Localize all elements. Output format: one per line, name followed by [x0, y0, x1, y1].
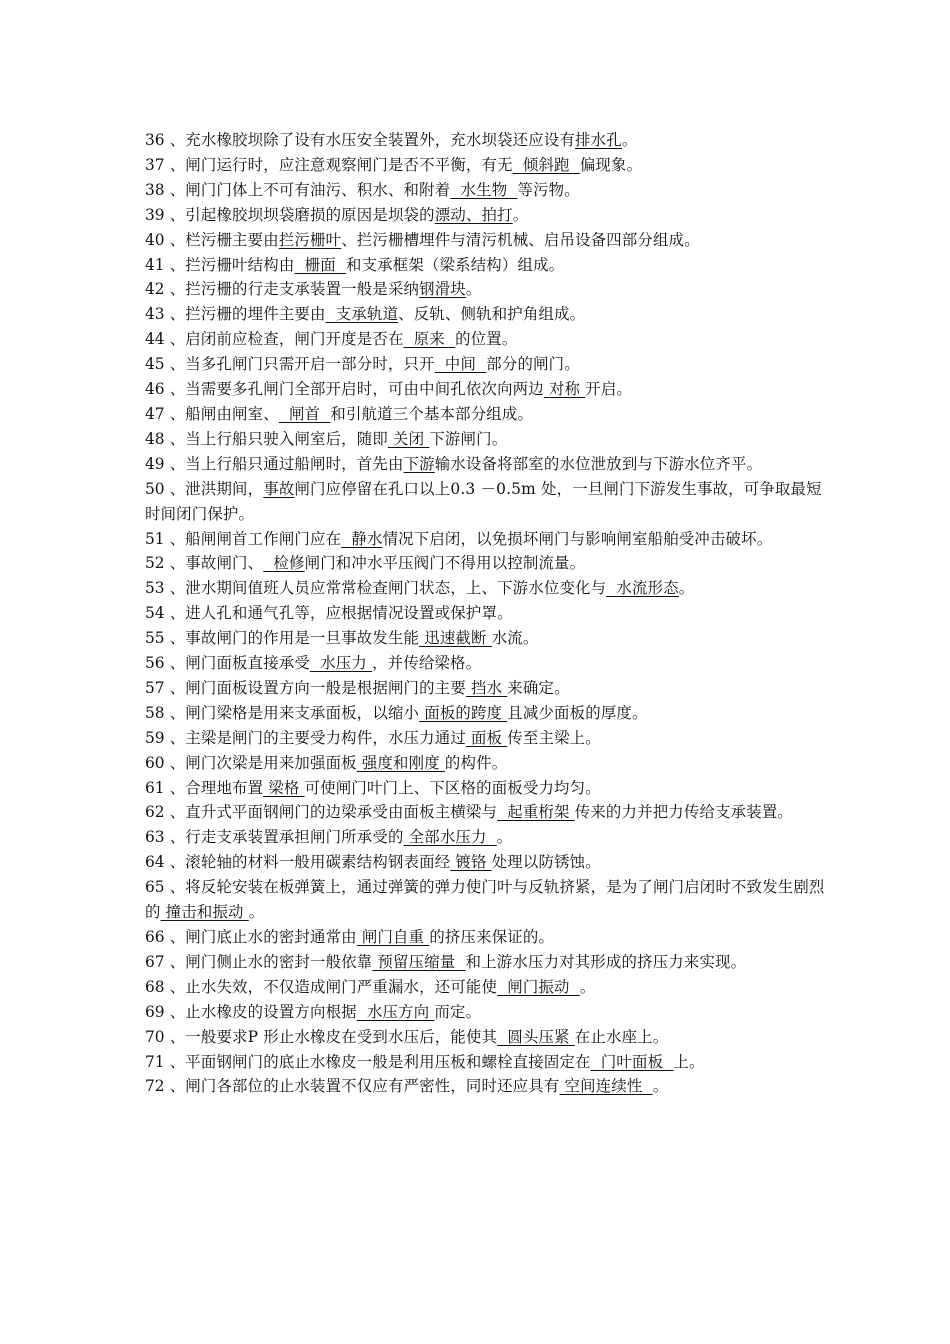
question-number: 44 — [145, 330, 165, 349]
question-text: 、拦污栅的埋件主要由 — [169, 305, 326, 324]
question-item — [145, 1050, 835, 1075]
question-text: 、止水失效，不仅造成闸门严重漏水，还可能使 — [169, 977, 498, 996]
question-text: 。 — [621, 131, 638, 149]
question-number: 68 — [145, 977, 165, 996]
answer-blank: 面板的跨度 — [419, 703, 508, 722]
answer-blank: 挡水 — [465, 678, 508, 697]
answer-blank: 圆头压紧 — [497, 1027, 575, 1046]
question-number: 72 — [145, 1077, 165, 1096]
answer-blank: 强度和刚度 — [356, 753, 445, 772]
question-number: 37 — [145, 155, 165, 174]
question-text: 、行走支承装置承担闸门所承受的 — [169, 828, 404, 847]
question-text: 。 — [465, 280, 482, 299]
answer-blank: 栅面 — [294, 255, 346, 274]
answer-blank: 镀铬 — [450, 853, 492, 872]
answer-blank: 下游 — [403, 454, 435, 473]
question-number: 39 — [145, 205, 165, 224]
question-number: 61 — [145, 778, 165, 797]
question-item — [145, 228, 835, 253]
question-item — [145, 850, 835, 875]
question-text: 、当需要多孔闸门全部开启时，可由中间孔依次向两边 — [169, 380, 544, 399]
question-text: 、反轨、侧轨和护角组成。 — [398, 305, 586, 324]
question-text: 和支承框架（梁系结构）组成。 — [345, 255, 565, 274]
answer-blank: 事故 — [263, 479, 295, 498]
answer-blank: 闸门自重 — [356, 928, 430, 946]
question-text: 。 — [496, 828, 513, 847]
question-text: 处理以防锈蚀。 — [491, 853, 601, 872]
question-text: 、平面钢闸门的底止水橡皮一般是利用压板和螺栓直接固定在 — [169, 1052, 591, 1071]
question-item — [145, 1000, 835, 1025]
question-number: 71 — [145, 1052, 165, 1071]
question-number: 59 — [145, 728, 165, 747]
answer-blank: 检修 — [263, 554, 305, 573]
question-text: 、直升式平面钢闸门的边梁承受由面板主横梁与 — [169, 803, 498, 822]
question-number: 62 — [145, 803, 165, 822]
answer-blank: 倾斜跑 — [512, 155, 580, 174]
question-text: 上。 — [673, 1052, 705, 1071]
question-text: 、闸门底止水的密封通常由 — [169, 928, 357, 946]
question-text: 闸门应停留在孔口以上0.3 －0.5m 处，一旦闸门下游发生事故，可争取最短时间闭门保护。 — [145, 479, 822, 523]
answer-blank: 全部水压力 — [403, 828, 497, 847]
question-text: 、止水橡皮的设置方向根据 — [169, 1002, 357, 1021]
question-text: 、闸门梁格是用来支承面板，以缩小 — [169, 703, 420, 722]
question-text: 、当上行船只驶入闸室后，随即 — [169, 429, 388, 448]
answer-blank: 水流形态 — [606, 579, 679, 598]
question-number: 67 — [145, 952, 165, 971]
question-text: 、闸门侧止水的密封一般依靠 — [169, 952, 373, 971]
question-text: 下游闸门。 — [429, 429, 508, 448]
question-text: 、闸门运行时，应注意观察闸门是否不平衡，有无 — [169, 155, 513, 174]
question-text: 、泄洪期间， — [169, 479, 264, 498]
answer-blank: 梁格 — [263, 778, 305, 797]
answer-blank: 撞击和振动 — [160, 903, 249, 922]
question-text: 传至主梁上。 — [507, 728, 601, 747]
question-text: 、闸门次梁是用来加强面板 — [169, 753, 357, 772]
question-item — [145, 576, 835, 601]
question-number: 55 — [145, 629, 165, 648]
answer-blank: 门叶面板 — [590, 1052, 674, 1071]
question-number: 42 — [145, 280, 165, 299]
question-number: 56 — [145, 654, 165, 673]
question-number: 36 — [145, 131, 165, 149]
question-text: 、船闸由闸室、 — [169, 404, 279, 423]
question-text: 在止水座上。 — [574, 1027, 669, 1046]
question-text: 且减少面板的厚度。 — [507, 703, 648, 722]
answer-blank: 面板 — [465, 728, 508, 747]
question-number: 54 — [145, 604, 165, 623]
question-text: 的位置。 — [455, 330, 518, 349]
question-number: 51 — [145, 529, 165, 548]
question-item — [145, 701, 835, 726]
question-item — [145, 825, 835, 850]
question-text: 闸门和冲水平压阀门不得用以控制流量。 — [304, 554, 586, 573]
answer-blank: 预留压缩量 — [372, 952, 466, 971]
question-number: 64 — [145, 853, 165, 872]
answer-blank: 水压方向 — [356, 1002, 435, 1021]
question-item — [145, 178, 835, 203]
question-text: 。 — [678, 579, 695, 598]
question-number: 38 — [145, 180, 165, 199]
question-text: 水流。 — [491, 629, 539, 648]
answer-blank: 排水孔 — [575, 131, 622, 149]
answer-blank: 水生物 — [450, 180, 518, 199]
question-number: 66 — [145, 928, 165, 946]
question-number: 41 — [145, 255, 165, 274]
question-item — [145, 1025, 835, 1050]
question-text: 偏现象。 — [579, 155, 643, 174]
answer-blank: 支承轨道 — [325, 305, 399, 324]
question-number: 58 — [145, 703, 165, 722]
question-text: 部分的闸门。 — [486, 355, 580, 374]
answer-blank: 空间连续性 — [559, 1077, 653, 1096]
question-text: 、启闭前应检查，闸门开度是否在 — [169, 330, 404, 349]
question-number: 53 — [145, 579, 165, 598]
question-item — [145, 726, 835, 751]
question-text: 、栏污栅主要由 — [169, 230, 279, 249]
question-item — [145, 302, 835, 327]
answer-blank: 起重桁架 — [497, 803, 575, 822]
answer-blank: 关闭 — [387, 429, 430, 448]
question-item — [145, 776, 835, 801]
question-item — [145, 352, 835, 377]
question-text: 传来的力并把力传给支承装置。 — [574, 803, 794, 822]
question-text: 、进人孔和通气孔等，应根据情况设置或保护罩。 — [169, 604, 513, 623]
question-item — [145, 601, 835, 626]
answer-blank: 原来 — [403, 330, 456, 349]
answer-blank: 漂动、拍打 — [434, 205, 513, 224]
question-text: 、拦污栅槽埋件与清污机械、启吊设备四部分组成。 — [341, 230, 700, 249]
question-text: 、闸门面板直接承受 — [169, 654, 311, 673]
question-number: 47 — [145, 404, 165, 423]
question-item — [145, 153, 835, 178]
question-text: 情况下启闭，以免损坏闸门与影响闸室船舶受冲击破坏。 — [382, 529, 773, 548]
question-number: 43 — [145, 305, 165, 324]
question-text: 、主梁是闸门的主要受力构件，水压力通过 — [169, 728, 466, 747]
question-item — [145, 477, 835, 527]
question-text: 、闸门门体上不可有油污、积水、和附着 — [169, 180, 451, 199]
question-number: 45 — [145, 355, 165, 374]
question-item — [145, 452, 835, 477]
answer-blank: 静水 — [341, 529, 383, 548]
question-text: 、船闸闸首工作闸门应在 — [169, 529, 342, 548]
question-text: 和引航道三个基本部分组成。 — [330, 404, 534, 423]
question-number: 50 — [145, 479, 165, 498]
question-item — [145, 1074, 835, 1099]
question-item — [145, 402, 835, 427]
answer-blank: 中间 — [434, 355, 487, 374]
question-text: 、引起橡胶坝坝袋磨损的原因是坝袋的 — [169, 205, 435, 224]
question-item — [145, 427, 835, 452]
question-item — [145, 751, 835, 776]
question-item — [145, 327, 835, 352]
answer-blank: 迅速截断 — [419, 629, 492, 648]
question-text: 、充水橡胶坝除了设有水压安全装置外，充水坝袋还应设有 — [169, 131, 576, 149]
question-text: 、事故闸门、 — [169, 554, 264, 573]
question-item — [145, 277, 835, 302]
question-text: ，并传给梁格。 — [372, 654, 482, 673]
question-text: 的挤压来保证的。 — [429, 928, 555, 946]
question-number: 65 — [145, 878, 165, 897]
answer-blank: 对称 — [543, 380, 586, 399]
question-text: 输水设备将部室的水位泄放到与下游水位齐平。 — [434, 454, 763, 473]
question-number: 46 — [145, 380, 165, 399]
question-item — [145, 128, 835, 153]
question-text: 等污物。 — [517, 180, 580, 199]
question-text: 的构件。 — [444, 753, 508, 772]
question-number: 52 — [145, 554, 165, 573]
question-text: 、将反轮安装在板弹簧上，通过弹簧的弹力使门叶与反轨挤紧，是为了闸门启闭时不致发生剧烈的 — [145, 878, 825, 922]
question-text: 可使闸门叶门上、下区格的面板受力均匀。 — [304, 778, 601, 797]
question-text: 来确定。 — [507, 678, 570, 697]
question-item — [145, 253, 835, 278]
question-text: 。 — [579, 977, 596, 996]
answer-blank: 水压力 — [310, 654, 373, 673]
question-number: 49 — [145, 454, 165, 473]
question-text: 、事故闸门的作用是一旦事故发生能 — [169, 629, 420, 648]
question-text: 。 — [512, 205, 529, 224]
question-list — [145, 128, 835, 1099]
question-text: 、合理地布置 — [169, 778, 264, 797]
question-text: 、拦污栅叶结构由 — [169, 255, 295, 274]
question-item — [145, 925, 835, 950]
question-text: 、闸门各部位的止水装置不仅应有严密性，同时还应具有 — [169, 1077, 560, 1096]
question-text: 。 — [248, 903, 265, 922]
question-text: 、当上行船只通过船闸时，首先由 — [169, 454, 404, 473]
answer-blank: 钢滑块 — [419, 280, 466, 299]
question-text: 、泄水期间值班人员应常常检查闸门状态，上、下游水位变化与 — [169, 579, 607, 598]
question-item — [145, 527, 835, 552]
question-item — [145, 676, 835, 701]
question-number: 48 — [145, 429, 165, 448]
question-text: 开启。 — [585, 380, 633, 399]
question-number: 57 — [145, 678, 165, 697]
question-text: 、滚轮轴的材料一般用碳素结构钢表面经 — [169, 853, 451, 872]
question-item — [145, 975, 835, 1000]
question-item — [145, 651, 835, 676]
question-text: 。 — [652, 1077, 669, 1096]
question-text: 、拦污栅的行走支承装置一般是采纳 — [169, 280, 420, 299]
question-item — [145, 203, 835, 228]
question-text: 、当多孔闸门只需开启一部分时，只开 — [169, 355, 435, 374]
question-text: 而定。 — [434, 1002, 482, 1021]
question-text: 和上游水压力对其形成的挤压力来实现。 — [465, 952, 747, 971]
question-number: 40 — [145, 230, 165, 249]
question-number: 69 — [145, 1002, 165, 1021]
question-item — [145, 800, 835, 825]
question-item — [145, 875, 835, 925]
question-item — [145, 950, 835, 975]
answer-blank: 拦污栅叶 — [278, 230, 342, 249]
question-item — [145, 626, 835, 651]
answer-blank: 闸首 — [278, 404, 331, 423]
question-number: 60 — [145, 753, 165, 772]
question-text: 、一般要求P 形止水橡皮在受到水压后，能使其 — [169, 1027, 498, 1046]
question-item — [145, 377, 835, 402]
question-text: 、闸门面板设置方向一般是根据闸门的主要 — [169, 678, 466, 697]
question-number: 70 — [145, 1027, 165, 1046]
question-item — [145, 551, 835, 576]
answer-blank: 闸门振动 — [497, 977, 580, 996]
question-number: 63 — [145, 828, 165, 847]
